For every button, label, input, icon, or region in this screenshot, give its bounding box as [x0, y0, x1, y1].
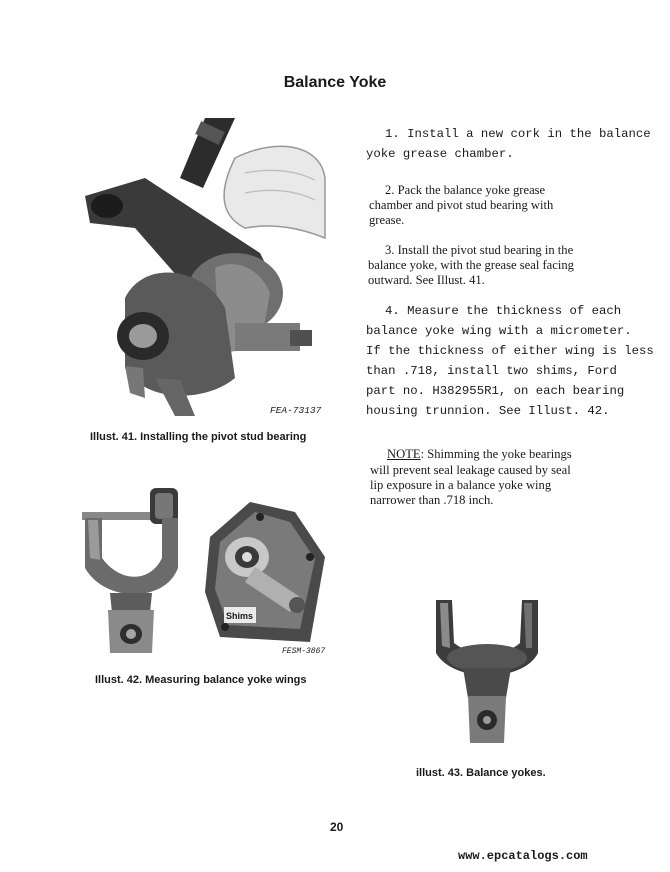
step-4-line-6: housing trunnion. See Illust. 42. [366, 404, 610, 418]
note-line-1-text: : Shimming the yoke bearings [420, 447, 572, 461]
illust-41-code: FEA-73137 [270, 405, 322, 416]
step-3-line-1: 3. Install the pivot stud bearing in the [385, 243, 574, 257]
page-title: Balance Yoke [283, 74, 387, 91]
step-2-line-3: grease. [369, 213, 405, 227]
illust-42-shims-label: Shims [226, 611, 254, 621]
step-2-line-1: 2. Pack the balance yoke grease [385, 183, 546, 197]
note-line-4: narrower than .718 inch. [370, 493, 494, 507]
step-3-line-2: balance yoke, with the grease seal facing [368, 258, 574, 272]
illust-42-caption: Illust. 42. Measuring balance yoke wings [95, 674, 307, 686]
note-line-1 [387, 447, 572, 463]
note-label: NOTE [387, 447, 421, 461]
illust-43-caption: illust. 43. Balance yokes. [416, 767, 546, 779]
step-3-line-3: outward. See Illust. 41. [368, 273, 485, 287]
step-4-line-5: part no. H382955R1, on each bearing [366, 384, 625, 398]
illust-41-caption: Illust. 41. Installing the pivot stud bearing [90, 431, 307, 443]
illust-41-photo [85, 118, 331, 416]
step-4-line-3: If the thickness of either wing is less [366, 344, 654, 358]
note-line-3: lip exposure in a balance yoke wing [370, 478, 552, 492]
step-4-line-2: balance yoke wing with a micrometer. [366, 324, 632, 338]
page-number: 20 [330, 820, 344, 834]
illust-42-housing-photo [200, 497, 330, 647]
note-line-2: will prevent seal leakage caused by seal [370, 463, 571, 477]
footer-url: www.epcatalogs.com [458, 849, 588, 863]
illust-42-code: FESM-3867 [282, 647, 326, 656]
illust-42-yoke-photo [80, 488, 182, 658]
step-1-line-2: yoke grease chamber. [366, 147, 514, 161]
step-4-line-1: 4. Measure the thickness of each [385, 304, 622, 318]
step-2-line-2: chamber and pivot stud bearing with [369, 198, 554, 212]
illust-43-photo [428, 598, 546, 748]
step-1-line-1: 1. Install a new cork in the balance [385, 127, 651, 141]
step-4-line-4: than .718, install two shims, Ford [366, 364, 617, 378]
